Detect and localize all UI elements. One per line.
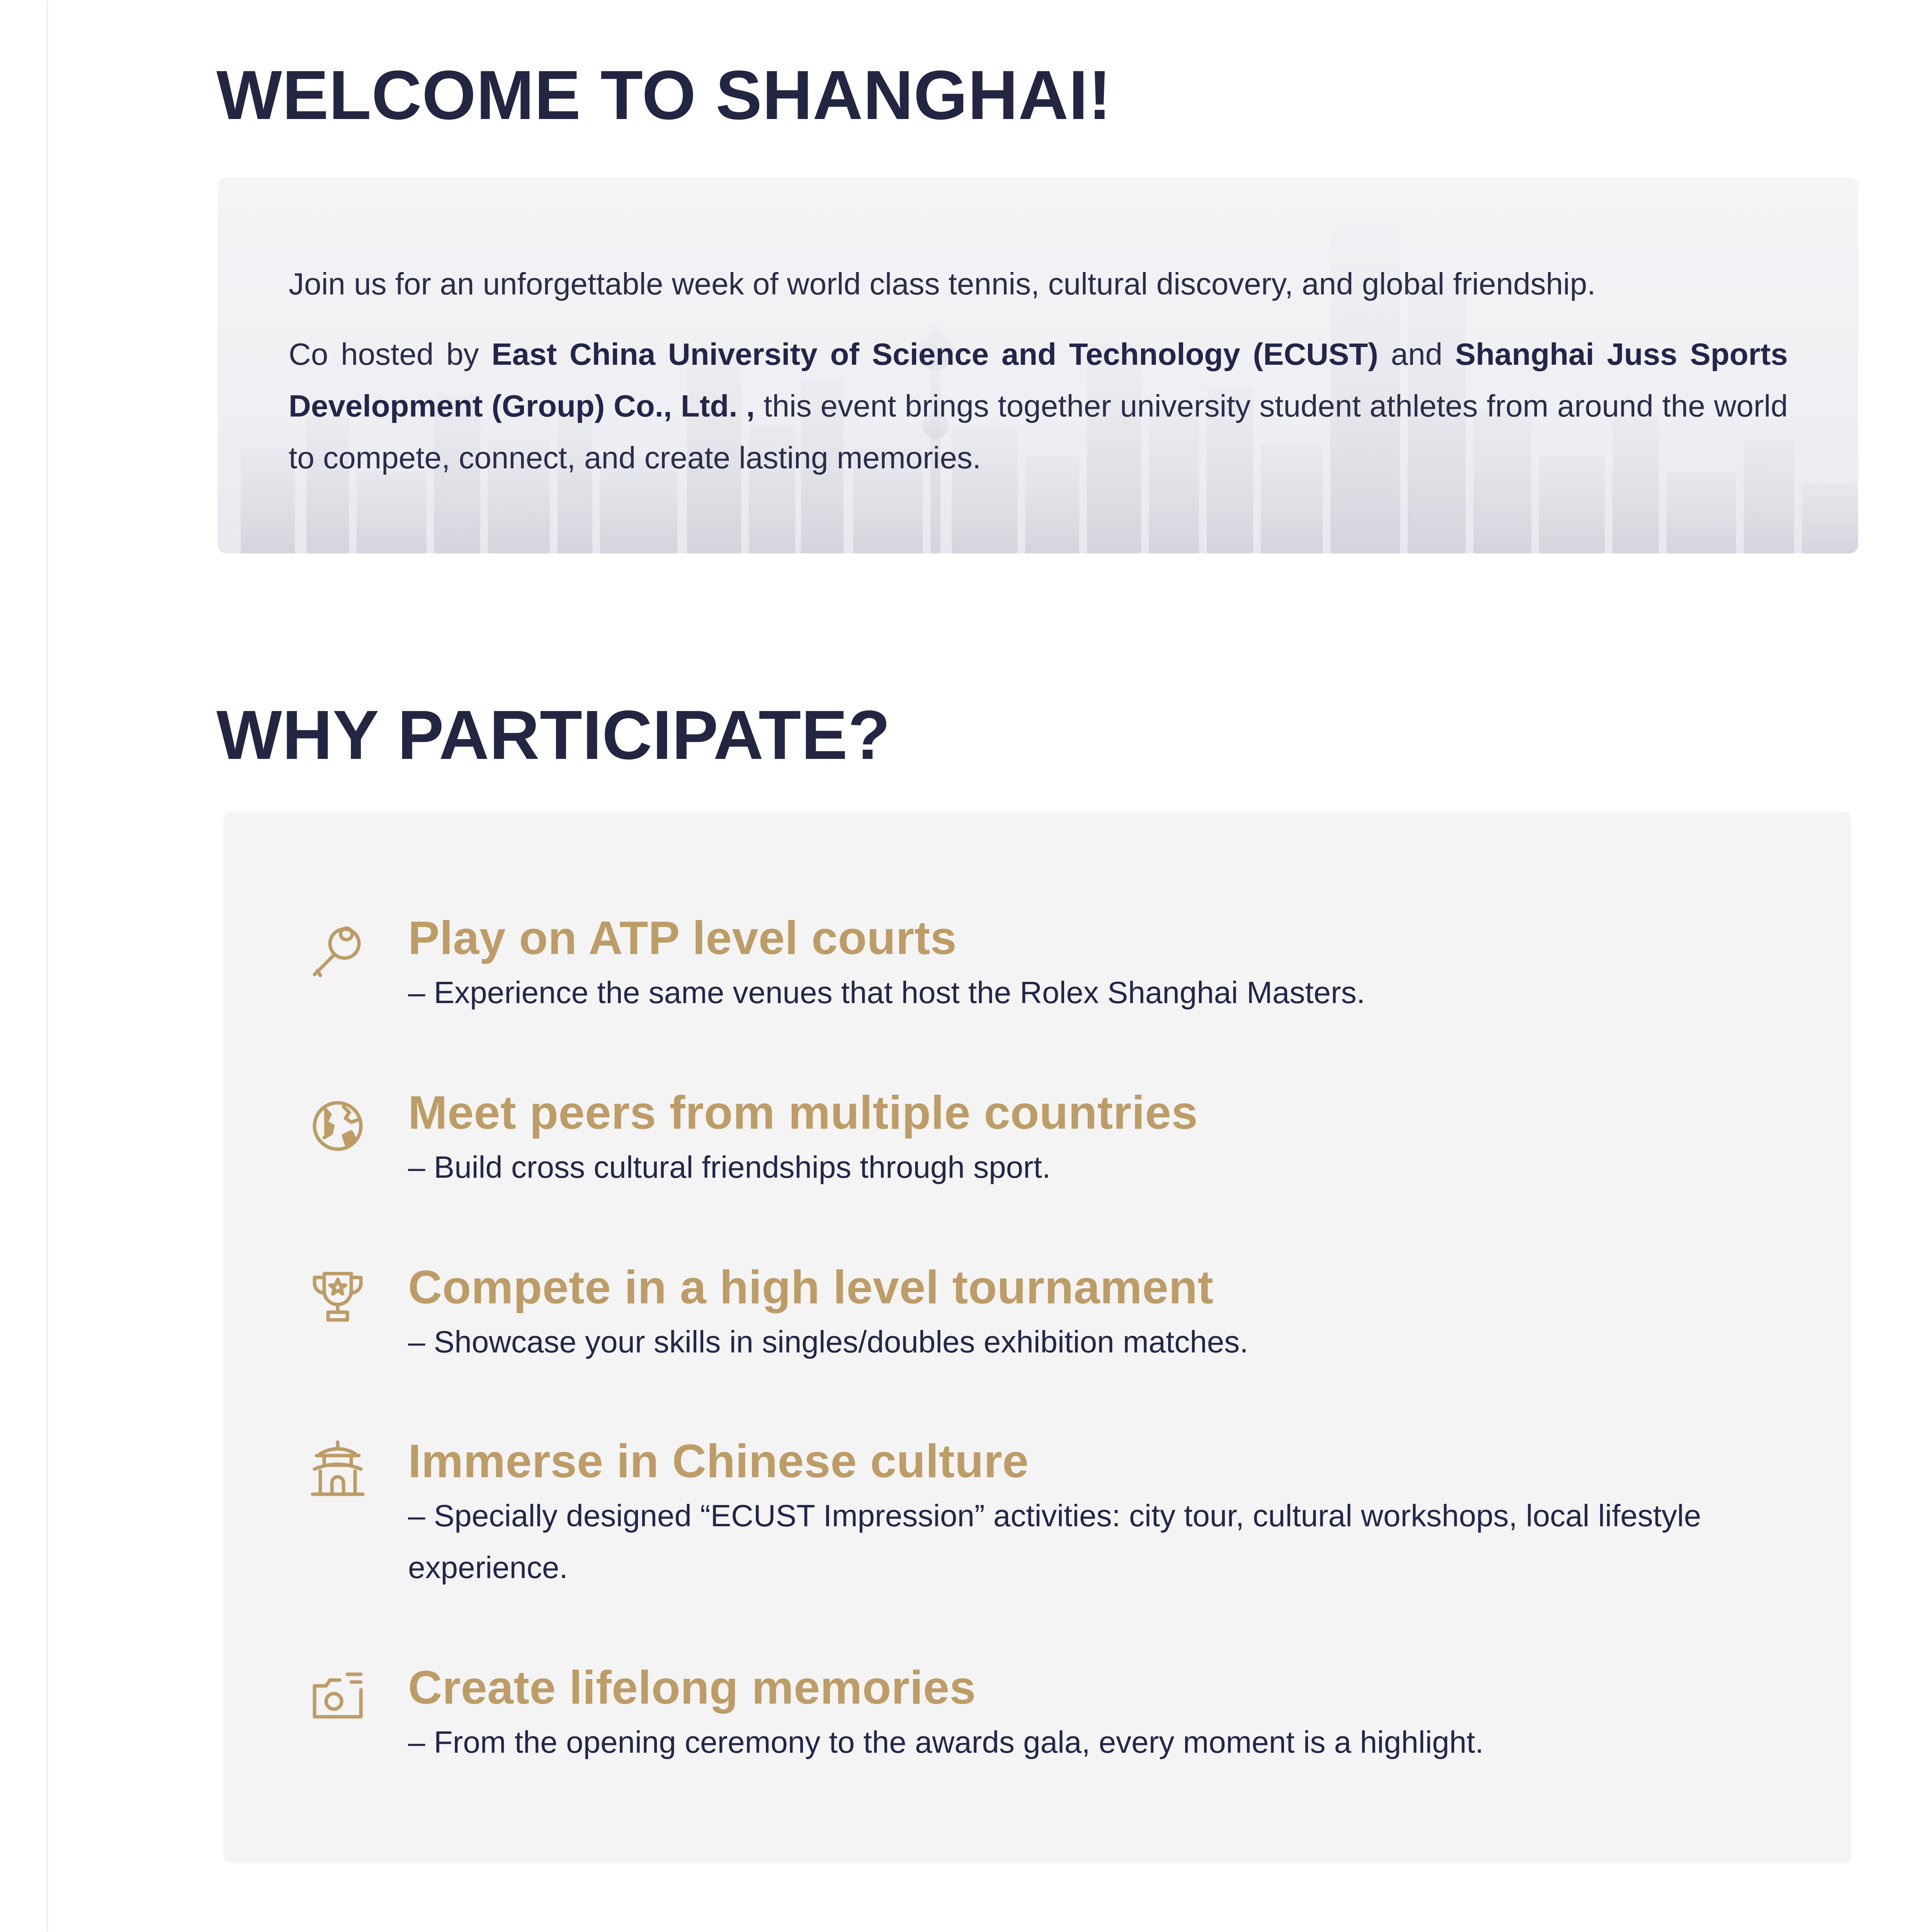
welcome-heading: WELCOME TO SHANGHAI! <box>216 56 1112 134</box>
reason-title: Immerse in Chinese culture <box>408 1435 1029 1487</box>
reason-title: Play on ATP level courts <box>408 912 957 964</box>
welcome-panel <box>218 178 1858 553</box>
reason-description: – Specially designed “ECUST Impression” activities: city tour, cultural workshops, local lifestyle experience. <box>408 1498 1701 1585</box>
cohost-suffix: this event brings together university student athletes from around the world to compete, connect, and create lasting memories. <box>289 389 1788 475</box>
reason-description: – Experience the same venues that host the Rolex Shanghai Masters. <box>408 975 1365 1010</box>
cohost-and: and <box>1378 337 1455 371</box>
why-participate-panel <box>223 811 1852 1863</box>
camera-icon <box>307 1665 369 1726</box>
globe-icon <box>307 1095 369 1157</box>
reason-title: Create lifelong memories <box>408 1661 976 1714</box>
reason-title: Compete in a high level tournament <box>408 1261 1214 1313</box>
welcome-intro: Join us for an unforgettable week of world class tennis, cultural discovery, and global friendship. <box>289 267 1596 301</box>
reason-description: – From the opening ceremony to the awards gala, every moment is a highlight. <box>408 1725 1484 1759</box>
reason-description: – Build cross cultural friendships through sport. <box>408 1150 1051 1184</box>
cohost-org-juss: Shanghai Juss Sports Development (Group) Co., Ltd. , <box>289 337 1788 423</box>
reason-title: Meet peers from multiple countries <box>408 1086 1198 1139</box>
tennis-racket-icon <box>307 920 369 982</box>
trophy-icon <box>307 1266 369 1328</box>
pagoda-icon <box>307 1438 369 1500</box>
welcome-text <box>289 258 1788 484</box>
why-participate-heading: WHY PARTICIPATE? <box>216 696 891 774</box>
cohost-paragraph <box>289 328 1788 484</box>
cohost-org-ecust: East China University of Science and Technology (ECUST) <box>492 337 1378 371</box>
reason-description: – Showcase your skills in singles/doubles exhibition matches. <box>408 1325 1248 1359</box>
cohost-prefix: Co hosted by <box>289 337 492 371</box>
